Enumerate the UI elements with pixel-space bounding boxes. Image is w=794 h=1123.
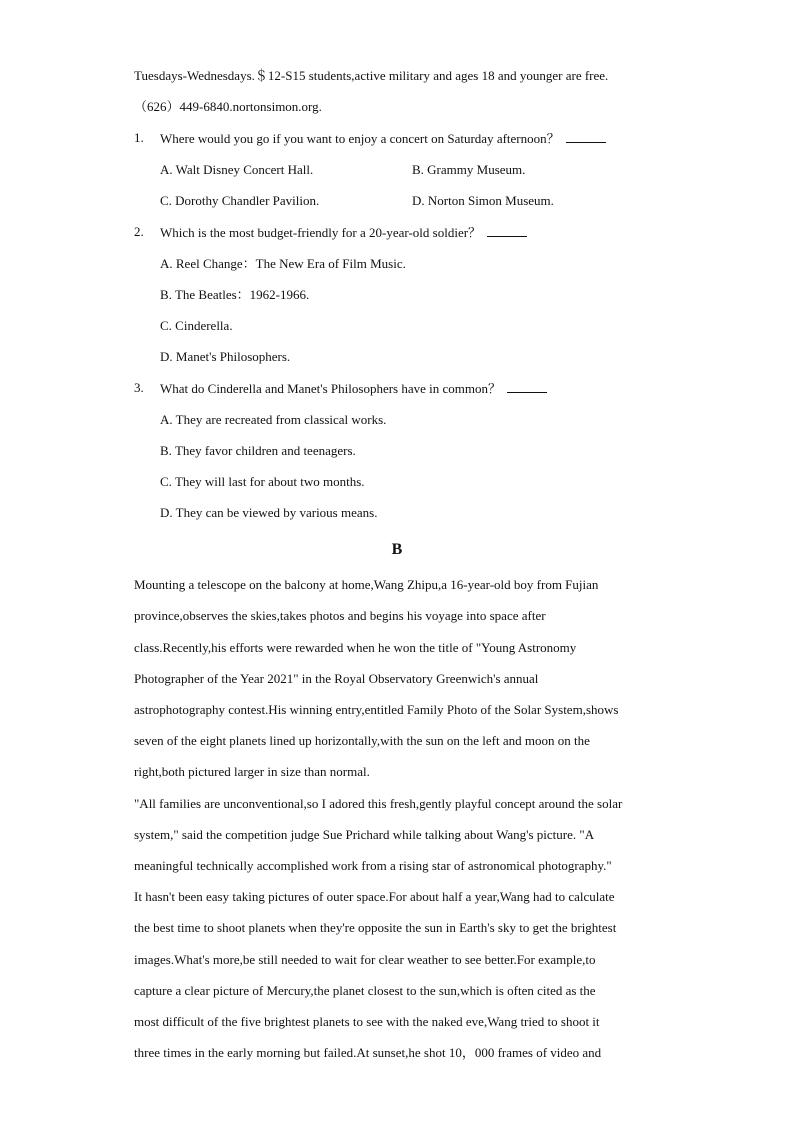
- question-1-option-d: [412, 193, 554, 209]
- question-3-option-d: [160, 505, 377, 521]
- option-letter: D.: [412, 193, 425, 208]
- question-3-text: [160, 380, 547, 397]
- passage-line: right,both pictured larger in size than normal.: [134, 764, 370, 779]
- passage-line: It hasn't been easy taking pictures of outer space.For about half a year,Wang had to calculate: [134, 889, 615, 904]
- option-text: They favor children and teenagers.: [174, 443, 356, 458]
- passage-line: seven of the eight planets lined up horizontally,with the sun on the left and moon on the: [134, 733, 590, 748]
- answer-blank: [507, 380, 547, 393]
- option-letter: A.: [160, 412, 173, 427]
- passage-line: province,observes the skies,takes photos and begins his voyage into space after: [134, 608, 546, 623]
- question-1-number: 1.: [134, 130, 144, 145]
- option-letter: A.: [160, 162, 173, 177]
- option-text: Walt Disney Concert Hall.: [175, 162, 314, 177]
- passage-line: system," said the competition judge Sue Prichard while talking about Wang's picture. "A: [134, 827, 595, 842]
- question-1-option-c: [160, 193, 319, 209]
- option-letter: C.: [160, 474, 172, 489]
- intro-line-1: Tuesdays-Wednesdays.＄12-S15 students,active military and ages 18 and younger are free.: [134, 68, 609, 83]
- question-2-option-c: [160, 318, 233, 334]
- question-1-stem: Where would you go if you want to enjoy a concert on Saturday afternoon？: [160, 131, 560, 146]
- passage-line: the best time to shoot planets when they're opposite the sun in Earth's sky to get the brightest: [134, 920, 617, 935]
- question-1-text: [160, 130, 606, 147]
- question-3-number: 3.: [134, 380, 144, 395]
- option-letter: D.: [160, 349, 173, 364]
- passage-line: meaningful technically accomplished work from a rising star of astronomical photography.": [134, 858, 612, 873]
- question-2-option-a: [160, 256, 406, 272]
- passage-line: capture a clear picture of Mercury,the planet closest to the sun,which is often cited as the: [134, 983, 596, 998]
- option-text: They will last for about two months.: [174, 474, 365, 489]
- intro-line-2: （626）449-6840.nortonsimon.org.: [134, 99, 322, 114]
- option-text: Cinderella.: [175, 318, 233, 333]
- option-letter: B.: [160, 287, 172, 302]
- passage-line: images.What's more,be still needed to wait for clear weather to see better.For example,to: [134, 952, 596, 967]
- option-letter: B.: [160, 443, 172, 458]
- passage-line: "All families are unconventional,so I adored this fresh,gently playful concept around the solar: [134, 796, 623, 811]
- option-text: Reel Change：The New Era of Film Music.: [175, 256, 406, 271]
- passage-line: class.Recently,his efforts were rewarded when he won the title of "Young Astronomy: [134, 640, 577, 655]
- answer-blank: [566, 130, 606, 143]
- question-2-option-b: [160, 287, 309, 303]
- answer-blank: [487, 224, 527, 237]
- question-3-option-a: [160, 412, 386, 428]
- option-letter: C.: [160, 318, 172, 333]
- option-text: The Beatles：1962-1966.: [174, 287, 310, 302]
- question-2-number: 2.: [134, 224, 144, 239]
- question-1-option-b: [412, 162, 525, 178]
- question-1-option-a: [160, 162, 313, 178]
- option-text: Norton Simon Museum.: [427, 193, 554, 208]
- passage-line: three times in the early morning but failed.At sunset,he shot 10，000 frames of video and: [134, 1045, 602, 1060]
- option-letter: C.: [160, 193, 172, 208]
- option-letter: A.: [160, 256, 173, 271]
- option-text: Manet's Philosophers.: [175, 349, 291, 364]
- option-text: They are recreated from classical works.: [175, 412, 387, 427]
- section-heading: B: [391, 541, 403, 558]
- option-text: They can be viewed by various means.: [175, 505, 378, 520]
- question-2-text: [160, 224, 527, 241]
- passage-line: Mounting a telescope on the balcony at home,Wang Zhipu,a 16-year-old boy from Fujian: [134, 577, 599, 592]
- question-3-option-b: [160, 443, 356, 459]
- question-2-stem: Which is the most budget-friendly for a 20-year-old soldier？: [160, 225, 482, 240]
- option-text: Grammy Museum.: [427, 162, 526, 177]
- passage-line: most difficult of the five brightest planets to see with the naked eve,Wang tried to shoot it: [134, 1014, 600, 1029]
- option-letter: D.: [160, 505, 173, 520]
- passage-line: astrophotography contest.His winning entry,entitled Family Photo of the Solar System,shows: [134, 702, 619, 717]
- option-text: Dorothy Chandler Pavilion.: [175, 193, 320, 208]
- question-3-option-c: [160, 474, 365, 490]
- passage-line: Photographer of the Year 2021" in the Royal Observatory Greenwich's annual: [134, 671, 539, 686]
- question-2-option-d: [160, 349, 290, 365]
- option-letter: B.: [412, 162, 424, 177]
- question-3-stem: What do Cinderella and Manet's Philosophers have in common？: [160, 381, 501, 396]
